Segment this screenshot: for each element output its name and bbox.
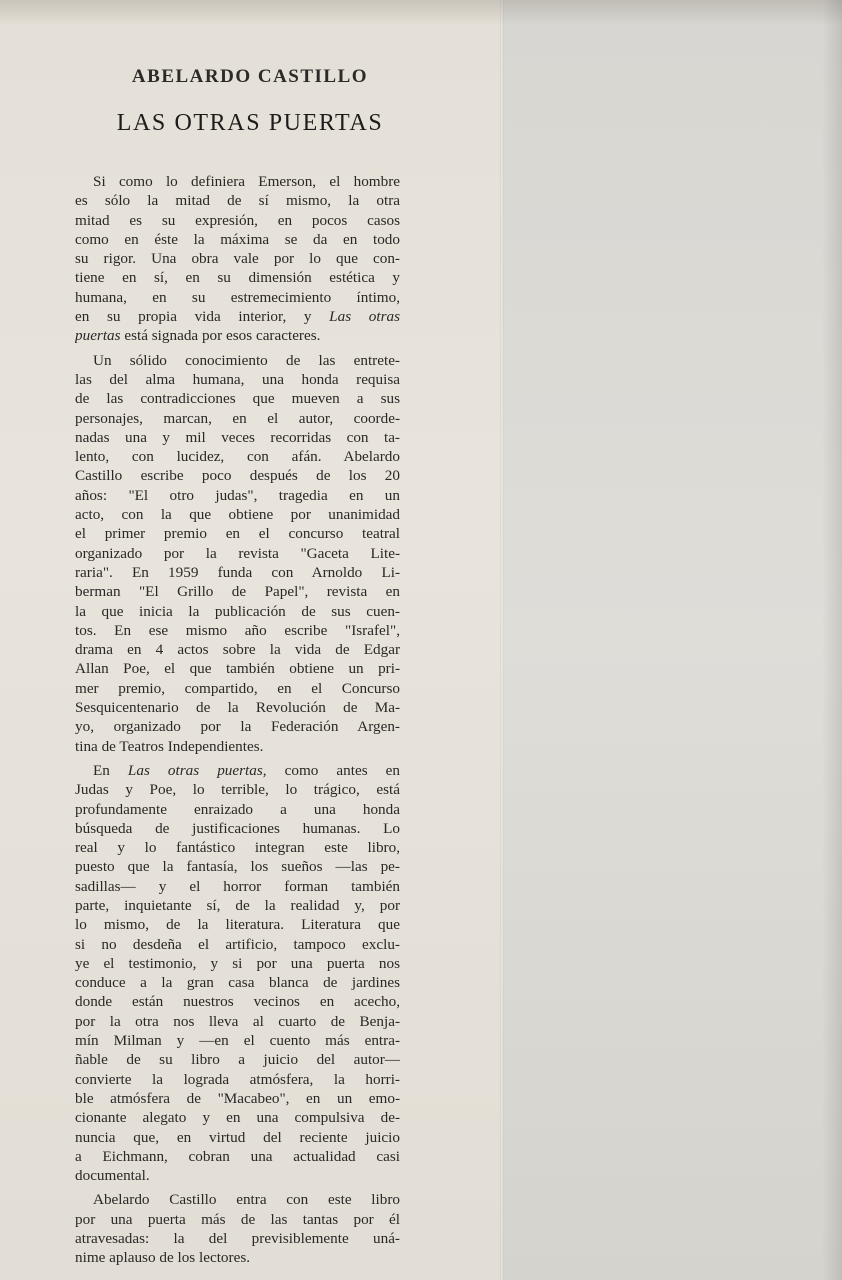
text-line: conduce a la gran casa blanca de jardines [75,974,400,992]
text-line: convierte la lograda atmósfera, la horri- [75,1070,400,1088]
text-line: búsqueda de justificaciones humanas. Lo [75,819,400,837]
text-line: humana, en su estremecimiento íntimo, [75,288,400,306]
text-line: acto, con la que obtiene por unanimidad [75,506,400,524]
text-line: nime aplauso de los lectores. [75,1249,251,1267]
text-line: por una puerta más de las tantas por él [75,1210,400,1228]
text-line: mitad es su expresión, en pocos casos [75,211,400,229]
text-line: cionante alegato y en una compulsiva de- [75,1109,400,1127]
right-page-blank [502,0,842,1280]
text-line: tos. En ese mismo año escribe "Israfel", [75,621,400,639]
text-line: raria". En 1959 funda con Arnoldo Li- [75,563,400,581]
text-line: por la otra nos lleva al cuarto de Benja- [75,1012,400,1030]
text-line: Judas y Poe, lo terrible, lo trágico, está [75,781,400,799]
text-line: lo mismo, de la literatura. Literatura que [75,916,400,934]
text-line: su rigor. Una obra vale por lo que con- [75,250,400,268]
text-line: sadillas— y el horror forman también [75,877,400,895]
text-line: mín Milman y —en el cuento más entra- [75,1032,400,1050]
text-line: real y lo fantástico integran este libro, [75,839,400,857]
text-line: puertas está signada por esos caracteres. [75,327,321,345]
text-line: la que inicia la publicación de sus cuen- [75,602,400,620]
text-line: las del alma humana, una honda requisa [75,370,400,388]
page-fold [500,0,504,1280]
book-title: LAS OTRAS PUERTAS [116,110,384,136]
text-line: Sesquicentenario de la Revolución de Ma- [75,699,400,717]
text-line: Castillo escribe poco después de los 20 [75,467,400,485]
text-line: años: "El otro judas", tragedia en un [75,486,400,504]
text-line: nuncia que, en virtud del reciente juicio [75,1128,400,1146]
text-line: tiene en sí, en su dimensión estética y [75,269,400,287]
author-name: ABELARDO CASTILLO [131,66,369,87]
text-line: Un sólido conocimiento de las entrete- [93,351,400,369]
paragraph-3 [75,761,400,1186]
paragraph-2 [75,351,400,756]
text-line: mer premio, compartido, en el Concurso [75,679,400,697]
text-line: yo, organizado por la Federación Argen- [75,718,400,736]
text-line: profundamente enraizado a una honda [75,800,400,818]
text-line: Abelardo Castillo entra con este libro [93,1191,400,1209]
blurb-text [75,172,400,1273]
text-line: como en éste la máxima se da en todo [75,230,400,248]
text-line: nadas una y mil veces recorridas con ta- [75,428,400,446]
paragraph-1 [75,172,400,346]
text-line: drama en 4 actos sobre la vida de Edgar [75,641,400,659]
top-edge-shadow [0,0,842,26]
text-line: a Eichmann, cobran una actualidad casi [75,1147,400,1165]
text-line: berman "El Grillo de Papel", revista en [75,583,400,601]
text-line: Allan Poe, el que también obtiene un pri- [75,660,400,678]
text-line: ñable de su libro a juicio del autor— [75,1051,400,1069]
page-edge-shadow [822,0,842,1280]
text-line: tina de Teatros Independientes. [75,737,264,755]
paragraph-4 [75,1190,400,1267]
text-line: organizado por la revista "Gaceta Lite- [75,544,400,562]
text-line: donde están nuestros vecinos en acecho, [75,993,400,1011]
text-line: En Las otras puertas, como antes en [93,761,400,779]
text-line: atravesadas: la del previsiblemente uná- [75,1230,400,1248]
text-line: de las contradicciones que mueven a sus [75,390,400,408]
text-line: si no desdeña el artificio, tampoco exclu- [75,935,400,953]
text-line: documental. [75,1167,150,1185]
text-line: puesto que la fantasía, los sueños —las pe- [75,858,400,876]
text-line: Si como lo definiera Emerson, el hombre [93,173,400,190]
text-line: ye el testimonio, y si por una puerta nos [75,954,400,972]
text-line: ble atmósfera de "Macabeo", en un emo- [75,1089,400,1107]
text-line: personajes, marcan, en el autor, coorde- [75,409,400,427]
text-line: lento, con lucidez, con afán. Abelardo [75,448,400,466]
text-line: parte, inquietante sí, de la realidad y, por [75,896,400,914]
text-line: es sólo la mitad de sí mismo, la otra [75,192,400,210]
text-line: en su propia vida interior, y Las otras [75,308,400,326]
text-line: el primer premio en el concurso teatral [75,525,400,543]
